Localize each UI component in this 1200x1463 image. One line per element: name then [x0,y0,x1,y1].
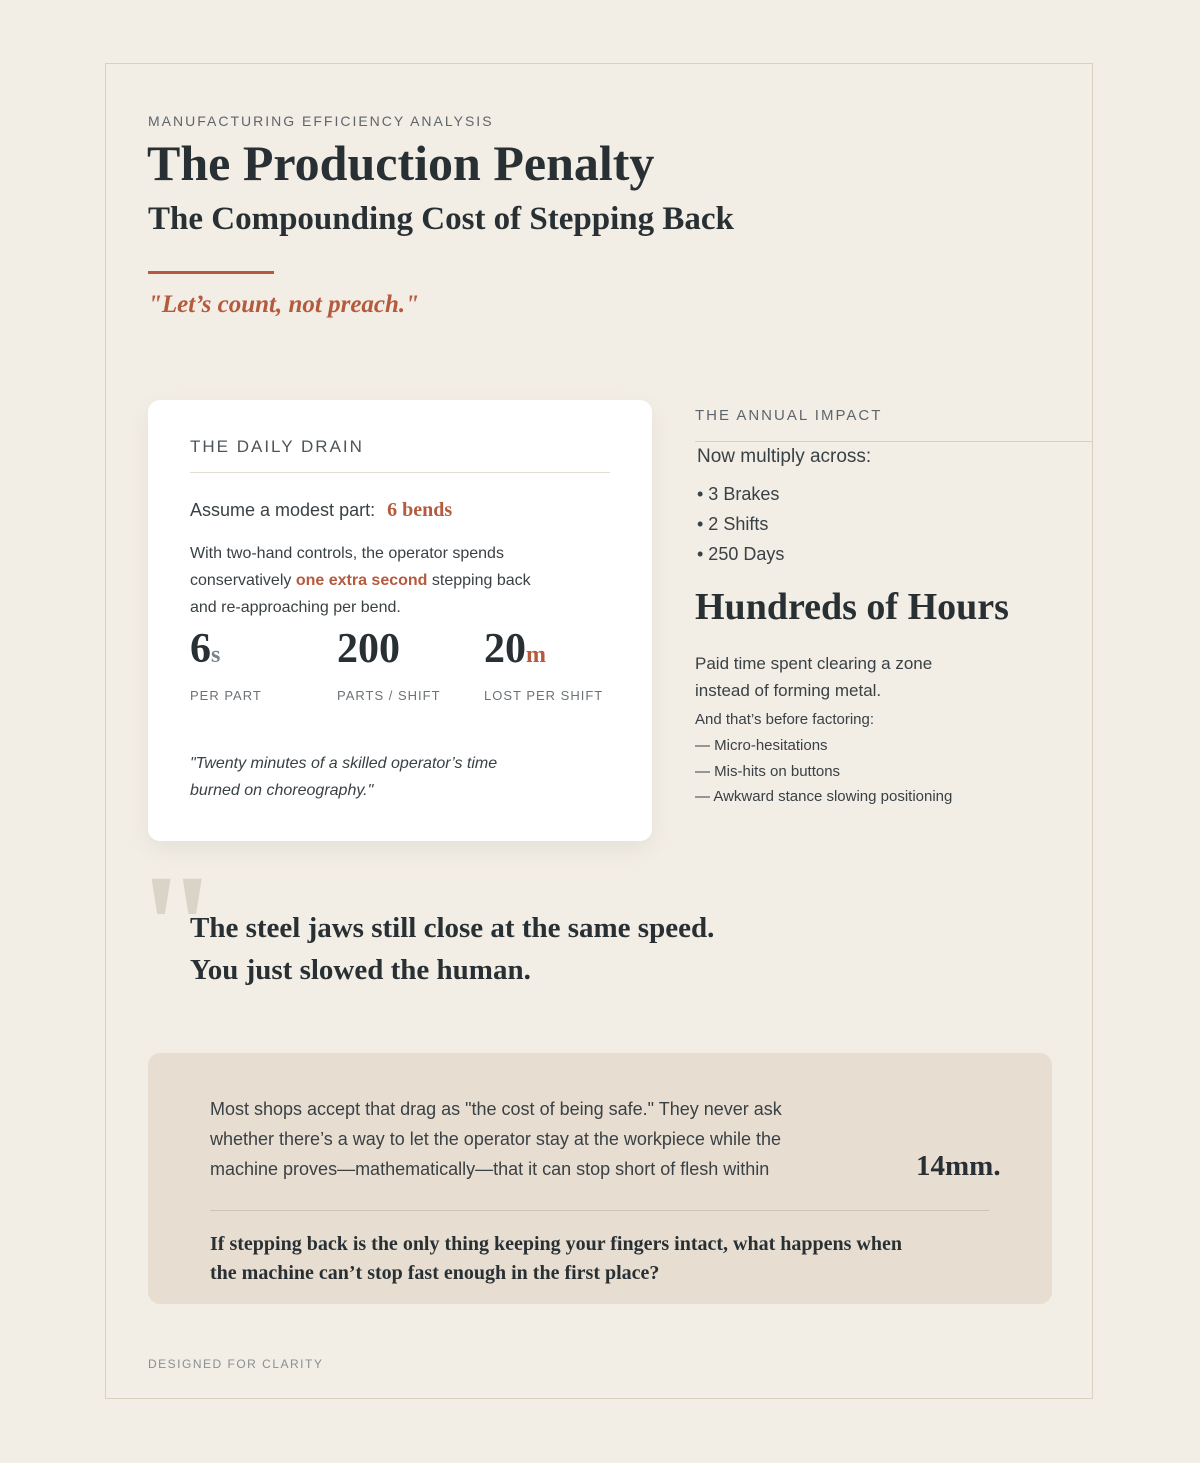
stat-unit: m [526,642,546,668]
pull-quote-line: You just slowed the human. [190,954,531,986]
list-item: — Micro-hesitations [695,737,828,754]
stat-unit: s [211,642,221,668]
list-item: • 3 Brakes [697,484,780,504]
paid-time-text: Paid time spent clearing a zone instead of forming metal. [695,654,933,700]
stat-label: PER PART [190,688,262,703]
assume-line [190,499,452,522]
stat-value: 6 [190,626,211,672]
multiply-intro: Now multiply across: [697,446,872,467]
callout-question: If stepping back is the only thing keeping your fingers intact, what happens when the machine can’t stop fast enough in the first place? [210,1233,902,1284]
pull-quote-line: The steel jaws still close at the same speed. [190,912,715,944]
stat-value: 200 [337,626,400,672]
stat-lost-shift [484,626,603,703]
list-item: — Mis-hits on buttons [695,762,841,780]
callout-text: Most shops accept that drag as "the cost of being safe." They never ask whether there’s a way to let the operator stay at the workpiece while the machine proves—mathematically—that it can stop short of flesh within [210,1099,782,1179]
para-highlight: one extra second [295,572,428,589]
footer: DESIGNED FOR CLARITY [148,1357,324,1371]
factor-list [695,735,952,812]
callout-measure: 14mm. [916,1150,1001,1182]
stat-label: PARTS / SHIFT [337,688,441,703]
quote-mark-icon: " [135,844,219,1010]
callout-box [148,1053,1052,1304]
page-title: The Production Penalty [147,135,655,191]
motto: "Let’s count, not preach." [148,291,420,318]
assume-value: 6 bends [387,499,453,521]
list-item: • 250 Days [697,544,785,564]
stat-value: 20 [484,626,526,672]
list-item: — Awkward stance slowing positioning [695,788,953,805]
annual-impact-heading: THE ANNUAL IMPACT [695,407,883,424]
annual-divider [695,441,1093,442]
assume-label: Assume a modest part: [190,500,376,520]
pull-quote [190,907,714,991]
hours-headline: Hundreds of Hours [695,586,1009,628]
kicker: MANUFACTURING EFFICIENCY ANALYSIS [148,113,494,129]
multiplier-list [697,480,784,570]
para-before: With two-hand controls, the operator spends conservatively [190,545,504,589]
daily-drain-card [148,400,652,841]
callout-divider [210,1210,989,1211]
page-subtitle: The Compounding Cost of Stepping Back [148,201,734,237]
stat-parts-shift [337,626,441,703]
list-item: • 2 Shifts [697,514,769,534]
card-quote: "Twenty minutes of a skilled operator’s time burned on choreography." [190,755,498,799]
stat-per-part [190,626,262,703]
para-after: stepping back and re-approaching per bend. [190,572,531,616]
accent-rule [148,271,274,274]
before-factoring: And that’s before factoring: [695,711,875,728]
drain-paragraph [190,540,550,621]
stat-label: LOST PER SHIFT [484,688,604,703]
daily-drain-heading: THE DAILY DRAIN [190,437,364,456]
card-divider [190,472,610,473]
